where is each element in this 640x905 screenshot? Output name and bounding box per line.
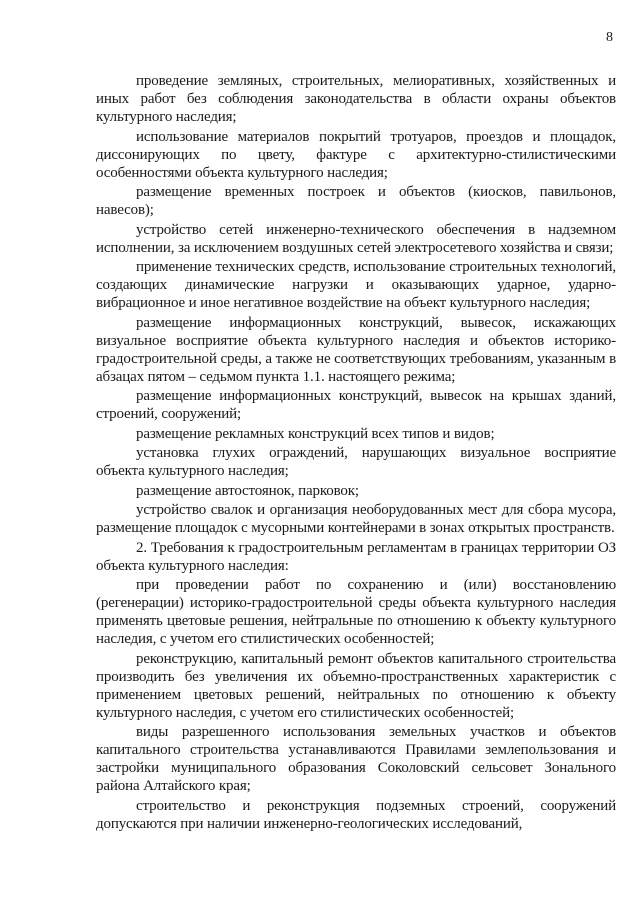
section-heading-paragraph: 2. Требования к градостроительным регламентам в границах территории ОЗ объекта культурного наследия: bbox=[96, 539, 616, 574]
paragraph: размещение информационных конструкций, вывесок, искажающих визуальное восприятие объекта культурного наследия и объектов историко-градостроительной среды, а также не соответствующих требованиям, указанным в абзацах пятом – седьмом пункта 1.1. настоящего режима; bbox=[96, 314, 616, 385]
paragraph: устройство сетей инженерно-технического обеспечения в надземном исполнении, за исключением воздушных сетей электросетевого хозяйства и связи; bbox=[96, 221, 616, 256]
paragraph: строительство и реконструкция подземных строений, сооружений допускаются при наличии инженерно-геологических исследований, bbox=[96, 797, 616, 832]
paragraph: размещение информационных конструкций, вывесок на крышах зданий, строений, сооружений; bbox=[96, 388, 616, 422]
paragraph: размещение рекламных конструкций всех типов и видов; bbox=[136, 425, 495, 442]
paragraph: размещение временных построек и объектов (киосков, павильонов, навесов); bbox=[96, 184, 616, 218]
document-body bbox=[96, 72, 616, 834]
page-number: 8 bbox=[606, 30, 613, 45]
paragraph: установка глухих ограждений, нарушающих визуальное восприятие объекта культурного наследия; bbox=[96, 445, 616, 479]
paragraph: использование материалов покрытий тротуаров, проездов и площадок, диссонирующих по цвету, фактуре с архитектурно-стилистическими особенностями объекта культурного наследия; bbox=[96, 128, 616, 181]
paragraph: проведение земляных, строительных, мелиоративных, хозяйственных и иных работ без соблюдения законодательства в области охраны объектов культурного наследия; bbox=[96, 73, 616, 125]
paragraph: виды разрешенного использования земельных участков и объектов капитального строительства устанавливаются Правилами землепользования и застройки муниципального образования Соколовский сельсовет Зонального района Алтайского края; bbox=[96, 724, 616, 794]
paragraph: при проведении работ по сохранению и (или) восстановлению (регенерации) историко-градостроительной среды объекта культурного наследия применять цветовые решения, нейтральные по отношению к объекту культурного наследия, с учетом его стилистических особенностей; bbox=[96, 577, 616, 647]
paragraph: устройство свалок и организация необорудованных мест для сбора мусора, размещение площадок с мусорными контейнерами в зонах открытых пространств. bbox=[96, 502, 616, 536]
paragraph: реконструкцию, капитальный ремонт объектов капитального строительства производить без увеличения их объемно-пространственных характеристик с применением цветовых решений, нейтральных по отношению к объекту культурного наследия, с учетом его стилистических особенностей; bbox=[96, 650, 616, 721]
paragraph: применение технических средств, использование строительных технологий, создающих динамические нагрузки и оказывающих ударное, ударно-вибрационное и иное негативное воздействие на объект культурного наследия; bbox=[96, 259, 616, 311]
paragraph: размещение автостоянок, парковок; bbox=[136, 482, 359, 499]
